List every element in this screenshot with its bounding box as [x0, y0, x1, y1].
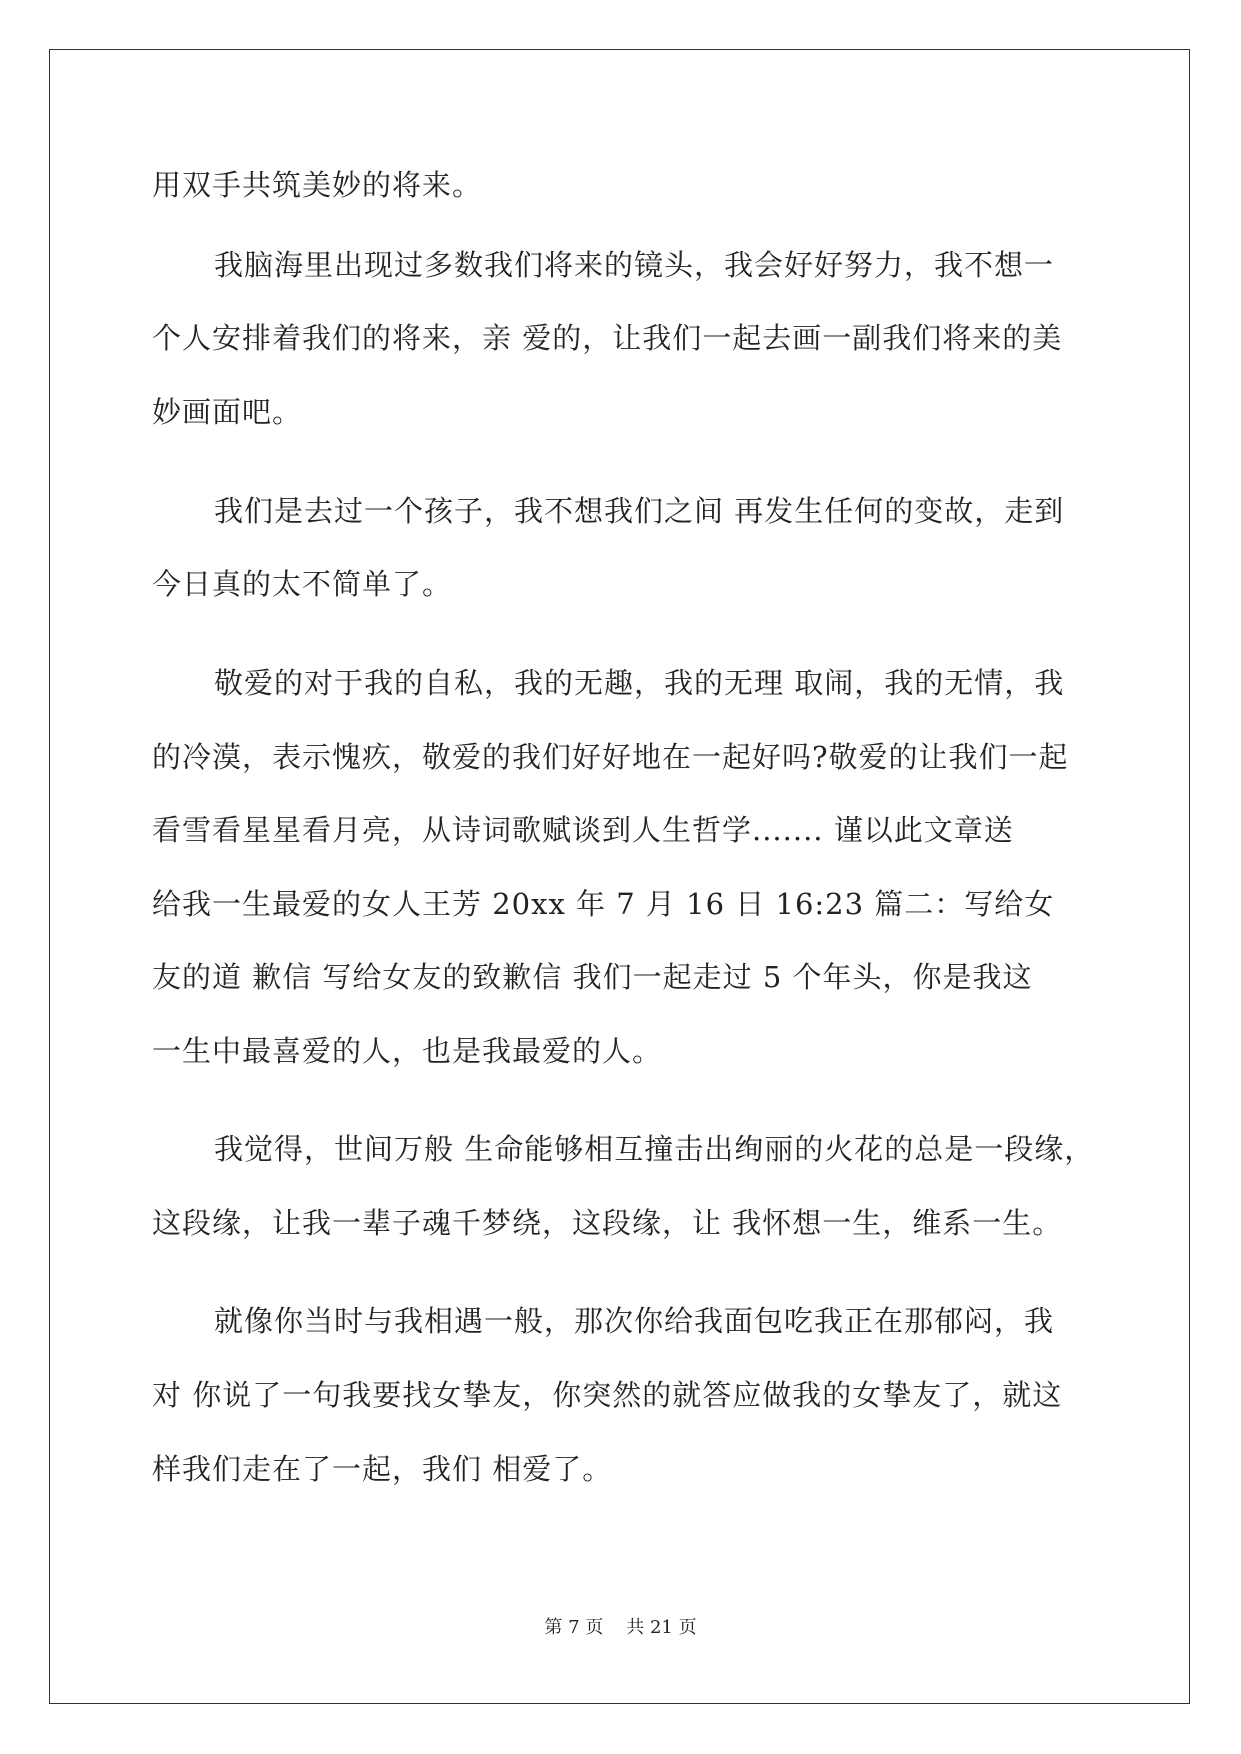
text-line: 我们是去过一个孩子，我不想我们之间 再发生任何的变故，走到 — [214, 494, 1065, 528]
text-line: 的冷漠，表示愧疚，敬爱的我们好好地在一起好吗?敬爱的让我们一起 — [152, 740, 1069, 774]
page-footer — [0, 1617, 1241, 1639]
text-line: 个人安排着我们的将来，亲 爱的，让我们一起去画一副我们将来的美 — [152, 321, 1063, 355]
text-line: 用双手共筑美妙的将来。 — [152, 168, 483, 202]
text-line: 给我一生最爱的女人王芳 20xx 年 7 月 16 日 16:23 篇二：写给女 — [152, 887, 1055, 921]
text-line: 就像你当时与我相遇一般，那次你给我面包吃我正在那郁闷，我 — [214, 1304, 1055, 1338]
text-line: 这段缘，让我一辈子魂千梦绕，这段缘，让 我怀想一生，维系一生。 — [152, 1206, 1063, 1240]
text-line: 今日真的太不简单了。 — [152, 567, 453, 601]
text-line: 对 你说了一句我要找女挚友，你突然的就答应做我的女挚友了，就这 — [152, 1378, 1063, 1412]
page-number: 第 7 页 — [544, 1617, 604, 1638]
text-line: 敬爱的对于我的自私，我的无趣，我的无理 取闹，我的无情，我 — [214, 666, 1065, 700]
text-line: 我觉得，世间万般 生命能够相互撞击出绚丽的火花的总是一段缘， — [214, 1132, 1095, 1166]
page-total: 共 21 页 — [626, 1617, 697, 1638]
text-line: 看雪看星星看月亮，从诗词歌赋谈到人生哲学....... 谨以此文章送 — [152, 813, 1014, 847]
text-line: 一生中最喜爱的人，也是我最爱的人。 — [152, 1034, 663, 1068]
text-line: 我脑海里出现过多数我们将来的镜头，我会好好努力，我不想一 — [214, 248, 1055, 282]
text-line: 样我们走在了一起，我们 相爱了。 — [152, 1452, 613, 1486]
text-line: 妙画面吧。 — [152, 395, 303, 429]
text-line: 友的道 歉信 写给女友的致歉信 我们一起走过 5 个年头，你是我这 — [152, 960, 1033, 994]
